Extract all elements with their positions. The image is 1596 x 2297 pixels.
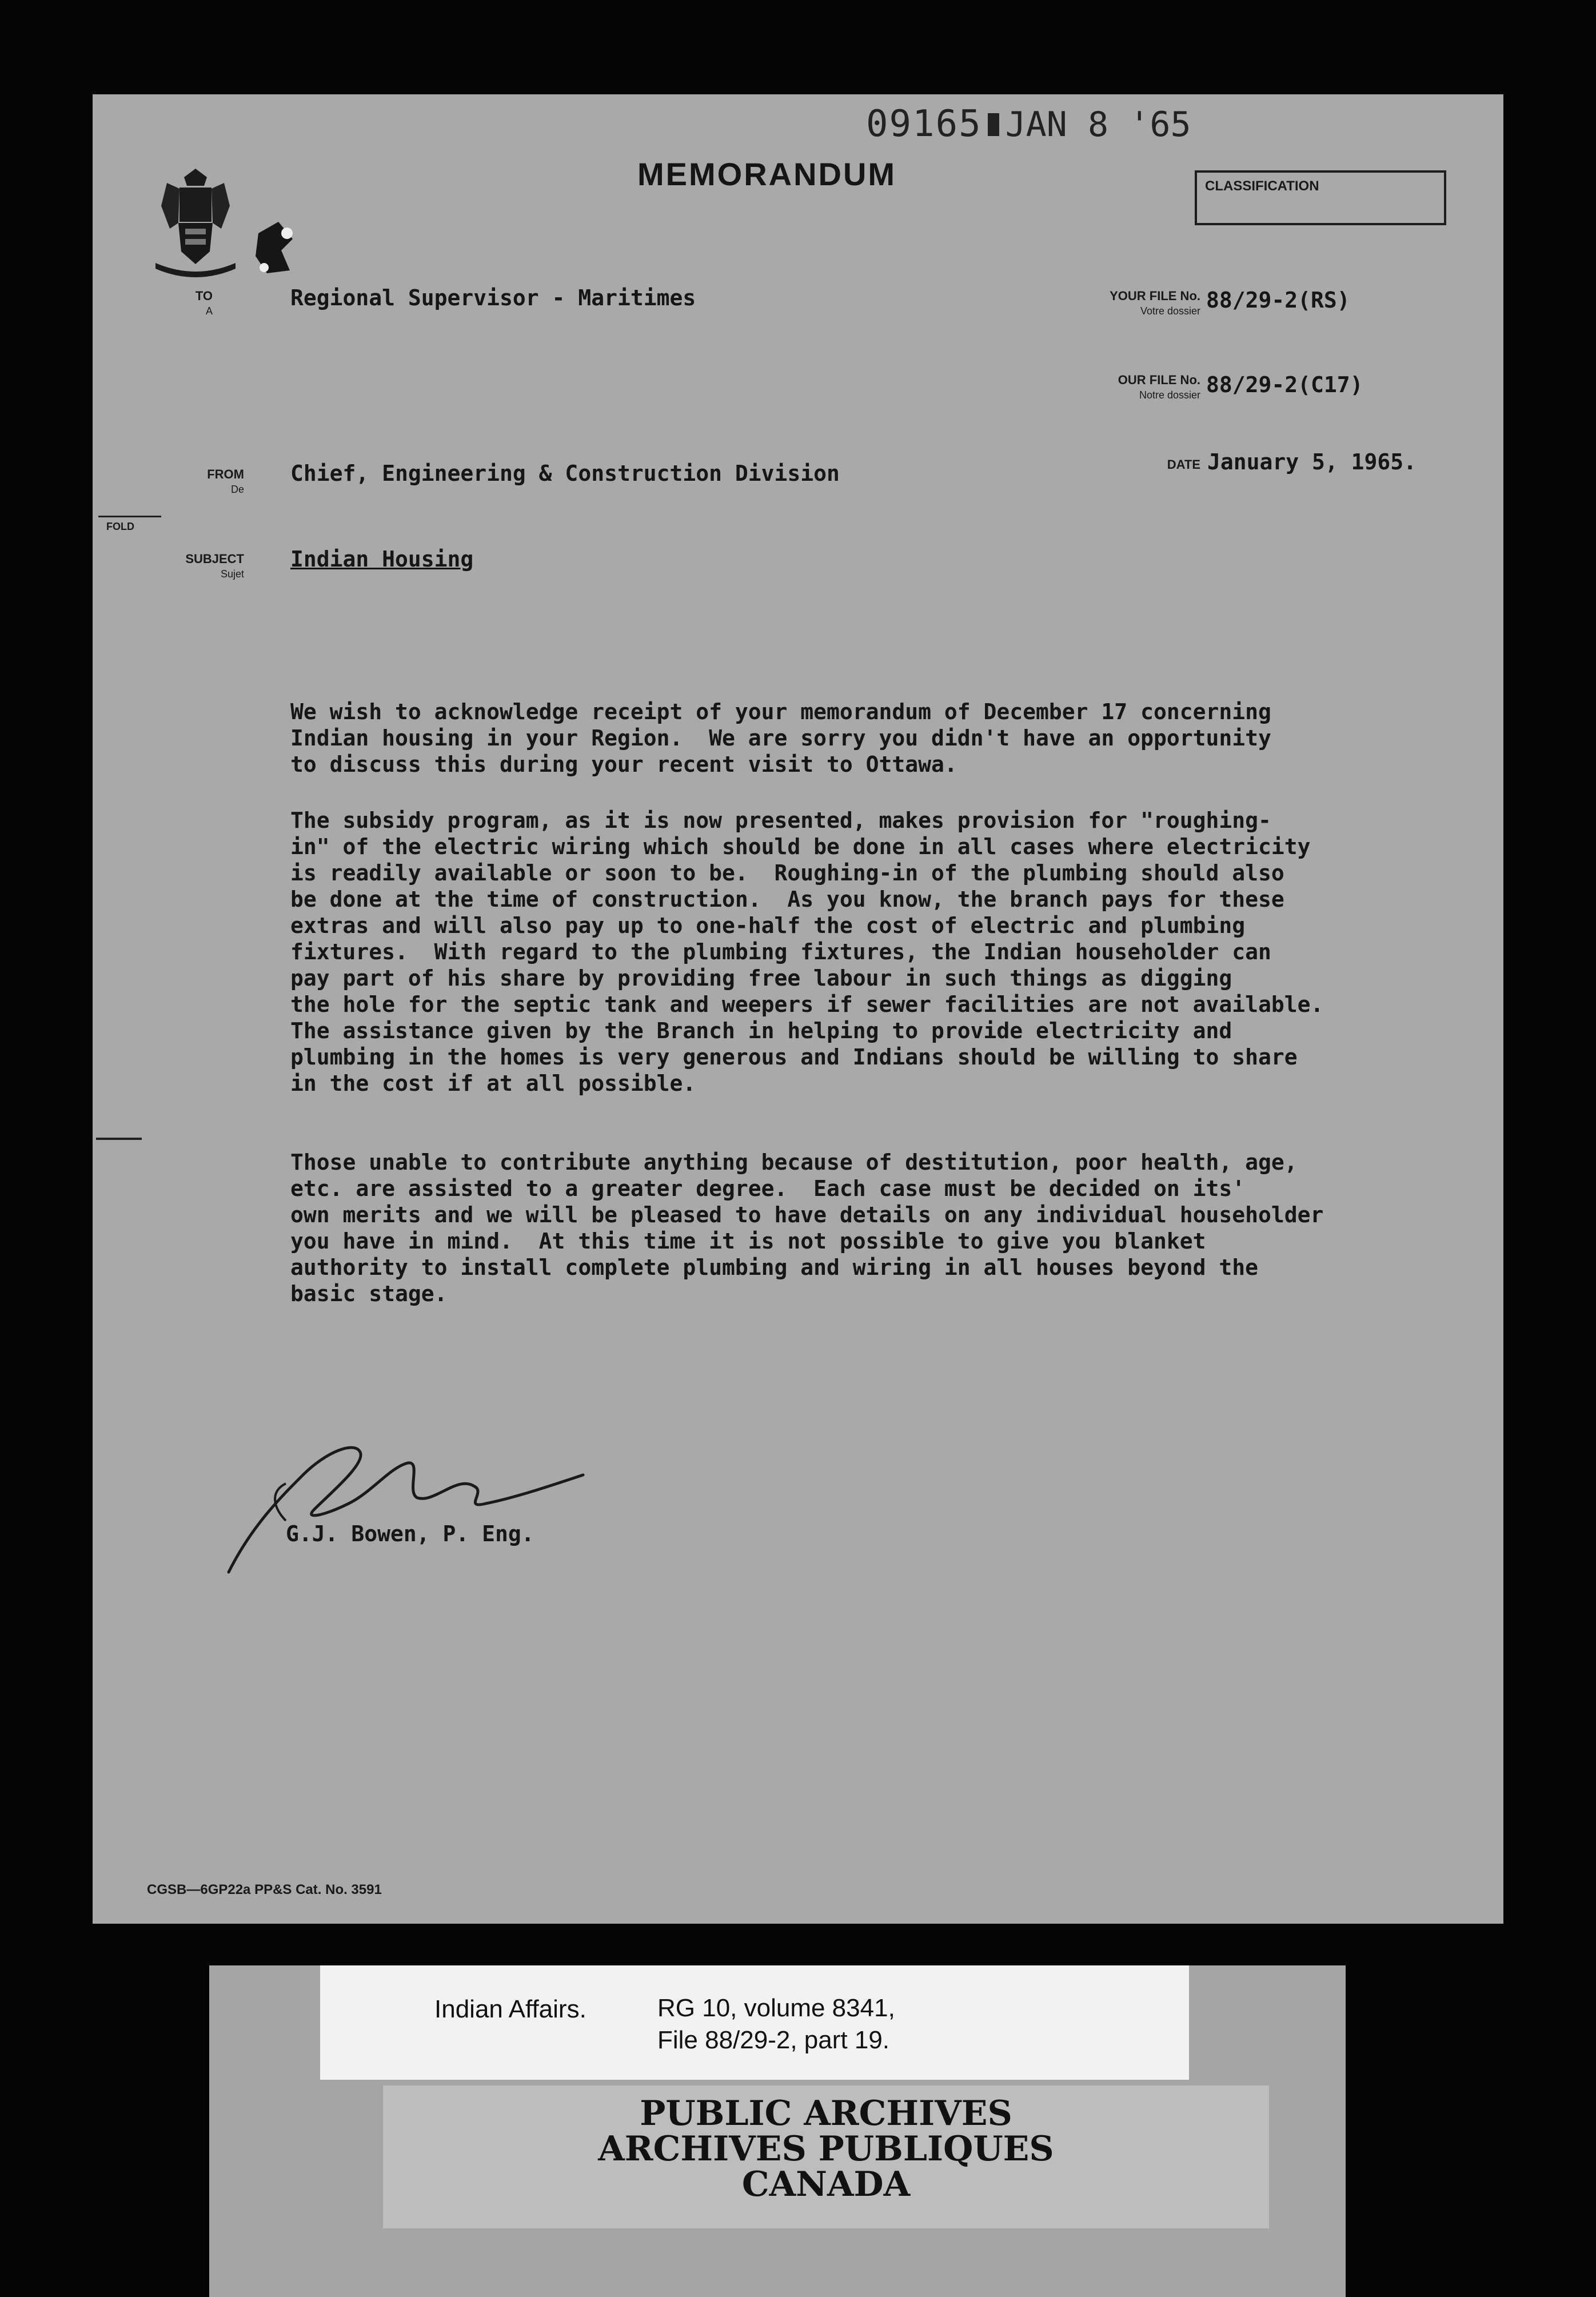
subject-label-text: SUBJECT [185, 552, 244, 566]
archives-stamp-line-2: ARCHIVES PUBLIQUES [598, 2129, 1054, 2169]
subject-label-fr: Sujet [220, 568, 244, 580]
public-archives-stamp [383, 2085, 1269, 2228]
to-label-text: TO [195, 289, 213, 303]
memo-title: MEMORANDUM [637, 156, 897, 192]
our-file-value: 88/29-2(C17) [1206, 372, 1363, 397]
form-number: CGSB—6GP22a PP&S Cat. No. 3591 [147, 1882, 382, 1897]
fold-line [98, 516, 161, 517]
date-label: DATE [1167, 457, 1200, 472]
body-paragraph-1: We wish to acknowledge receipt of your memorandum of December 17 concerning Indian housing in your Region. We are sorry you didn't have an opportunity to discuss this during your recent visit to Ottawa. [290, 699, 1271, 777]
handwritten-signature [217, 1429, 617, 1578]
from-label-text: FROM [207, 467, 244, 481]
to-label-fr: A [205, 305, 213, 317]
stamp-number: 09165 [866, 103, 982, 145]
your-file-label-text: YOUR FILE No. [1110, 289, 1200, 303]
signatory-name: G.J. Bowen, P. Eng. [286, 1521, 534, 1546]
from-label [155, 467, 244, 497]
your-file-label-fr: Votre dossier [1140, 305, 1200, 317]
archive-reference-line-1: RG 10, volume 8341, [657, 1994, 895, 2022]
coat-of-arms-emblem [144, 166, 247, 280]
classification-box [1195, 170, 1446, 225]
our-file-label-text: OUR FILE No. [1118, 373, 1200, 387]
to-value: Regional Supervisor - Maritimes [290, 285, 696, 310]
your-file-value: 88/29-2(RS) [1206, 288, 1350, 313]
our-file-label-fr: Notre dossier [1139, 389, 1200, 401]
body-paragraph-3: Those unable to contribute anything because of destitution, poor health, age, etc. are assisted to a greater degree. Each case must be decided on its' own merits and we will be pleased to have details on any individual householder you have in mind. At this time it is not possible to give you blanket authority to install complete plumbing and wiring in all houses beyond the basic stage. [290, 1150, 1324, 1306]
subject-label [155, 552, 244, 581]
received-stamp [866, 103, 1191, 145]
stamp-date: JAN 8 '65 [1005, 105, 1191, 145]
ink-smudge-mark [247, 216, 310, 279]
classification-label: CLASSIFICATION [1205, 178, 1319, 194]
subject-value: Indian Housing [290, 547, 474, 572]
archive-collection: Indian Affairs. [434, 1995, 586, 2023]
archives-stamp-line-1: PUBLIC ARCHIVES [640, 2093, 1012, 2134]
body-paragraph-2: The subsidy program, as it is now presented, makes provision for "roughing- in" of the electric wiring which should be done in all cases where electricity is readily available or soon to be. Roughing-in of the plumbing should also be done at the time of construction. As you know, the branch pays for these extras and will also pay up to one-half the cost of electric and plumbing fixtures. With regard to the plumbing fixtures, the Indian householder can pay part of his share by providing free labour in such things as digging the hole for the septic tank and weepers if sewer facilities are not available. The assistance given by the Branch in helping to provide electricity and plumbing in the homes is very generous and Indians should be willing to share in the cost if at all possible. [290, 808, 1324, 1096]
archive-reference-label [320, 1965, 1189, 2080]
fold-label: FOLD [106, 521, 134, 532]
archives-stamp-line-3: CANADA [741, 2164, 911, 2204]
archive-reference-line-2: File 88/29-2, part 19. [657, 2026, 890, 2054]
margin-tick [96, 1138, 142, 1140]
from-label-fr: De [230, 484, 244, 495]
our-file-label [960, 373, 1200, 402]
to-label [171, 289, 213, 318]
date-value: January 5, 1965. [1207, 449, 1417, 474]
from-value: Chief, Engineering & Construction Division [290, 461, 840, 486]
stamp-block-mark [988, 113, 999, 136]
your-file-label [960, 289, 1200, 318]
